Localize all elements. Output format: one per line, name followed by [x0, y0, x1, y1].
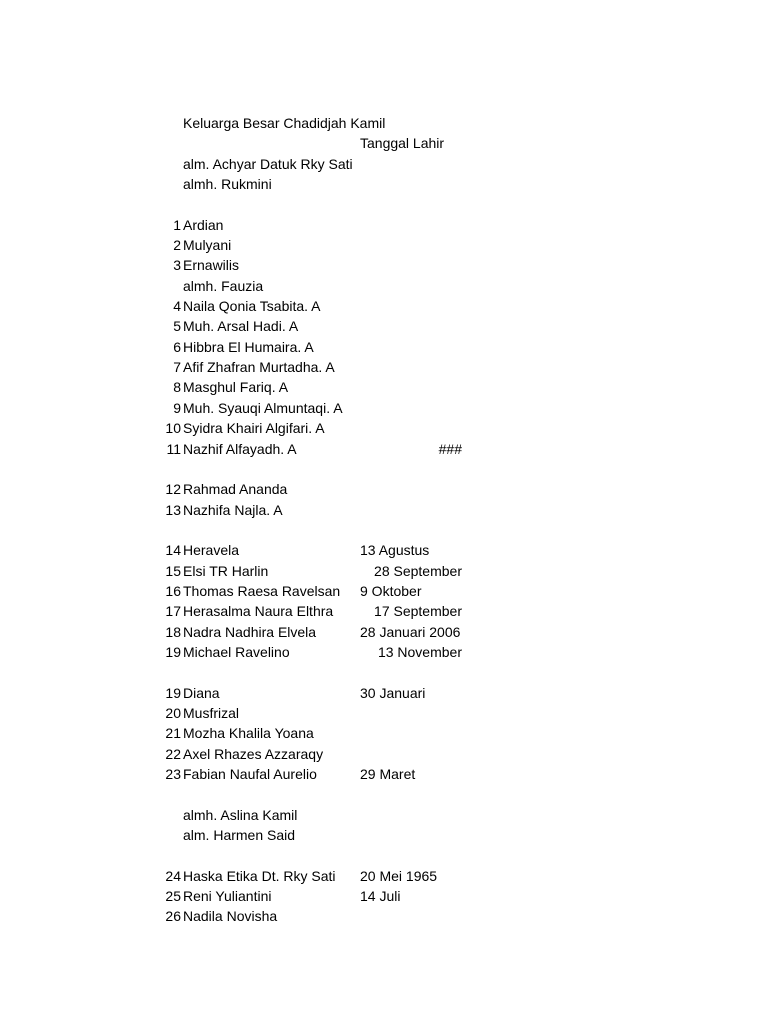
- list-row: [0, 581, 768, 601]
- list-row: [0, 723, 768, 743]
- list-row: [0, 825, 768, 845]
- person-name: Fabian Naufal Aurelio: [183, 766, 317, 782]
- row-number: 9: [173, 399, 181, 416]
- list-row: [0, 296, 768, 316]
- list-row: [0, 113, 768, 133]
- list-row: [0, 154, 768, 174]
- person-name: Herasalma Naura Elthra: [183, 603, 334, 620]
- row-number: 12: [165, 481, 181, 498]
- blank-row: [0, 459, 768, 479]
- birth-date: Tanggal Lahir: [360, 135, 445, 152]
- row-number: 16: [165, 582, 181, 599]
- list-row: [0, 642, 768, 662]
- list-row: [0, 479, 768, 499]
- person-name: Michael Ravelino: [183, 643, 290, 660]
- list-row: [0, 601, 768, 621]
- person-name: Hibbra El Humaira. A: [183, 338, 314, 355]
- row-number: 5: [173, 318, 181, 335]
- blank-row: [0, 784, 768, 804]
- blank-row: [0, 662, 768, 682]
- person-name: Mulyani: [183, 237, 232, 254]
- person-name: Nadra Nadhira Elvela: [183, 623, 317, 640]
- row-number: 4: [173, 298, 181, 315]
- birth-date: 9 Oktober: [360, 582, 422, 599]
- list-row: [0, 174, 768, 194]
- person-name: almh. Rukmini: [183, 176, 272, 193]
- row-number: 25: [165, 888, 181, 905]
- person-name: Mozha Khalila Yoana: [183, 725, 314, 742]
- list-row: [0, 744, 768, 764]
- birth-date: 13 November: [377, 643, 462, 660]
- row-number: 10: [165, 420, 181, 437]
- birth-date: 30 Januari: [360, 684, 426, 701]
- person-name: Muh. Arsal Hadi. A: [183, 318, 299, 335]
- list-row: [0, 886, 768, 906]
- list-row: [0, 683, 768, 703]
- list-row: [0, 540, 768, 560]
- person-name: Keluarga Besar Chadidjah Kamil: [183, 115, 386, 131]
- list-row: [0, 866, 768, 886]
- person-name: Axel Rhazes Azzaraqy: [183, 745, 324, 762]
- row-number: 8: [173, 379, 181, 396]
- birth-date: 17 September: [374, 603, 462, 620]
- person-name: Diana: [183, 684, 220, 701]
- list-row: [0, 133, 768, 153]
- person-name: almh. Aslina Kamil: [183, 806, 298, 823]
- row-number: 14: [165, 542, 181, 559]
- person-name: Elsi TR Harlin: [183, 562, 269, 579]
- person-name: alm. Achyar Datuk Rky Sati: [183, 155, 353, 172]
- row-number: 21: [165, 725, 181, 742]
- birth-date: 13 Agustus: [360, 542, 430, 559]
- list-row: [0, 500, 768, 520]
- blank-row: [0, 520, 768, 540]
- list-row: [0, 337, 768, 357]
- person-name: Reni Yuliantini: [183, 888, 272, 905]
- list-row: [0, 764, 768, 784]
- person-name: Nazhif Alfayadh. A: [183, 440, 297, 457]
- person-name: Ardian: [183, 216, 224, 233]
- person-name: Nadila Novisha: [183, 908, 278, 925]
- person-name: alm. Harmen Said: [183, 827, 296, 844]
- person-name: Thomas Raesa Ravelsan: [183, 582, 341, 599]
- row-number: 18: [165, 623, 181, 640]
- overflow-cell: ###: [438, 440, 462, 457]
- person-name: Masghul Fariq. A: [183, 379, 289, 396]
- list-row: [0, 703, 768, 723]
- person-name: almh. Fauzia: [183, 277, 264, 294]
- blank-row: [0, 845, 768, 865]
- row-number: 20: [165, 704, 181, 721]
- list-row: [0, 439, 768, 459]
- row-number: 24: [165, 867, 181, 884]
- person-name: Ernawilis: [183, 257, 240, 274]
- person-name: Rahmad Ananda: [183, 481, 288, 498]
- person-name: Afif Zhafran Murtadha. A: [183, 359, 335, 376]
- blank-row: [0, 194, 768, 214]
- row-number: 19: [165, 643, 181, 660]
- row-number: 17: [165, 603, 181, 620]
- list-row: [0, 622, 768, 642]
- row-number: 13: [165, 501, 181, 518]
- list-row: [0, 215, 768, 235]
- birth-date: 20 Mei 1965: [360, 867, 438, 884]
- person-name: Muh. Syauqi Almuntaqi. A: [183, 399, 343, 416]
- birth-date: 14 Juli: [360, 888, 401, 905]
- row-number: 22: [165, 745, 181, 762]
- birth-date: 28 Januari 2006: [360, 623, 461, 640]
- person-name: Heravela: [183, 542, 240, 559]
- row-number: 2: [173, 237, 181, 254]
- row-number: 26: [165, 908, 181, 925]
- row-number: 7: [173, 359, 181, 376]
- row-number: 19: [165, 684, 181, 701]
- person-name: Musfrizal: [183, 704, 240, 721]
- list-row: [0, 235, 768, 255]
- list-row: [0, 398, 768, 418]
- person-name: Syidra Khairi Algifari. A: [183, 420, 325, 437]
- row-number: 23: [165, 766, 181, 782]
- list-row: [0, 906, 768, 926]
- birth-date: 29 Maret: [360, 766, 416, 782]
- list-row: [0, 418, 768, 438]
- person-name: Nazhifa Najla. A: [183, 501, 283, 518]
- person-name: Haska Etika Dt. Rky Sati: [183, 867, 336, 884]
- row-number: 15: [165, 562, 181, 579]
- list-row: [0, 357, 768, 377]
- list-row: [0, 561, 768, 581]
- list-row: [0, 316, 768, 336]
- row-number: 1: [173, 216, 181, 233]
- list-row: [0, 377, 768, 397]
- list-row: [0, 255, 768, 275]
- row-number: 3: [173, 257, 181, 274]
- row-number: 6: [173, 338, 181, 355]
- family-list-sheet: [0, 113, 768, 927]
- birth-date: 28 September: [374, 562, 462, 579]
- person-name: Naila Qonia Tsabita. A: [183, 298, 321, 315]
- list-row: [0, 276, 768, 296]
- list-row: [0, 805, 768, 825]
- row-number: 11: [166, 440, 181, 457]
